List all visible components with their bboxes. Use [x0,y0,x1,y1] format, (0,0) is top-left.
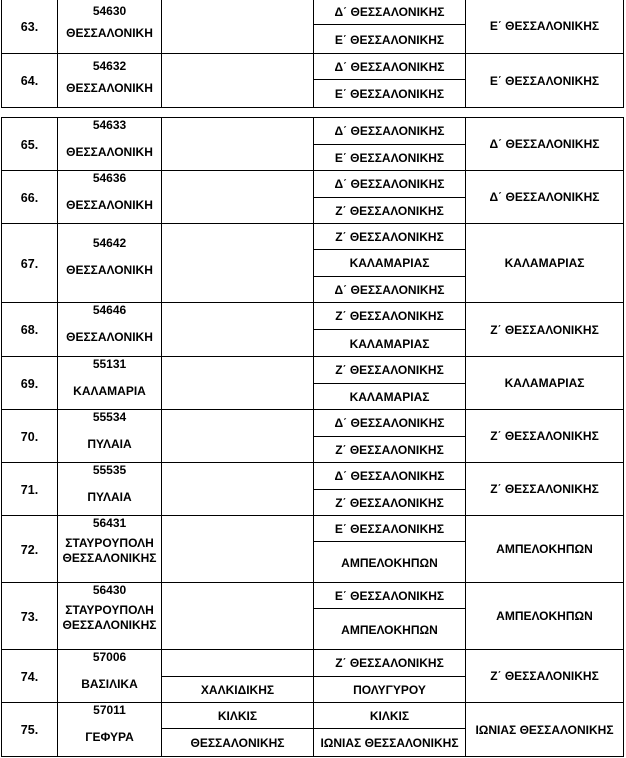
postcode-area-cell [57,303,161,356]
row-number: 70. [20,429,39,444]
row-number: 65. [20,137,39,152]
court-1: Ε΄ ΘΕΣΣΑΛΟΝΙΚΗΣ [334,32,445,47]
row-number: 71. [20,482,39,497]
prefecture-cell [161,410,313,462]
courts-cell [313,516,465,582]
court-1: Ε΄ ΘΕΣΣΑΛΟΝΙΚΗΣ [334,86,445,101]
court-2: Δ΄ ΘΕΣΣΑΛΟΝΙΚΗΣ [334,283,445,297]
row-number: 64. [20,73,39,88]
court-1: ΙΩΝΙΑΣ ΘΕΣΣΑΛΟΝΙΚΗΣ [320,735,459,750]
prefecture-cell [161,463,313,515]
prefecture-cell [161,0,313,53]
area-name: ΘΕΣΣΑΛΟΝΙΚΗ [66,330,153,344]
area-name: ΘΕΣΣΑΛΟΝΙΚΗ [66,145,153,159]
result-cell [465,118,623,170]
row-number: 74. [20,669,39,684]
court-0: Ε΄ ΘΕΣΣΑΛΟΝΙΚΗΣ [314,583,465,609]
court-0: Δ΄ ΘΕΣΣΑΛΟΝΙΚΗΣ [314,171,465,198]
row-number-cell [2,54,57,107]
row-number: 63. [20,19,39,34]
prefecture-cell [161,357,313,409]
table-row [2,583,623,650]
courts-cell [313,357,465,409]
row-number-cell [2,516,57,582]
prefecture-cell [161,583,313,649]
row-number-cell [2,118,57,170]
postcode: 57011 [93,703,126,717]
row-number-cell [2,703,57,756]
court-0: Δ΄ ΘΕΣΣΑΛΟΝΙΚΗΣ [314,0,465,25]
result: ΑΜΠΕΛΟΚΗΠΩΝ [496,609,593,623]
area-name: ΘΕΣΣΑΛΟΝΙΚΗΣ [62,551,157,565]
prefecture-cell [161,118,313,170]
court-1: ΚΑΛΑΜΑΡΙΑΣ [349,390,430,404]
result: ΚΑΛΑΜΑΡΙΑΣ [504,376,585,390]
postcode: 55131 [92,357,127,371]
prefecture-cell [161,171,313,223]
row-number-cell [2,224,57,302]
prefecture-cell [161,650,313,702]
court-0: Ζ΄ ΘΕΣΣΑΛΟΝΙΚΗΣ [314,303,465,330]
result-cell [465,516,623,582]
result-cell [465,583,623,649]
courts-cell [313,54,465,107]
row-number-cell [2,583,57,649]
result: Ζ΄ ΘΕΣΣΑΛΟΝΙΚΗΣ [490,429,599,443]
court-1: Ζ΄ ΘΕΣΣΑΛΟΝΙΚΗΣ [335,496,444,510]
table-bottom [1,117,624,757]
postcode-area-cell [57,54,161,107]
area-name: ΚΑΛΑΜΑΡΙΑ [73,384,146,398]
court-1: Ζ΄ ΘΕΣΣΑΛΟΝΙΚΗΣ [335,443,444,457]
prefecture-cell [161,516,313,582]
postcode-area-cell [57,583,161,649]
postcode: 54633 [92,118,127,132]
postcode: 54630 [92,4,127,18]
postcode-area-cell [57,171,161,223]
postcode: 57006 [92,650,127,664]
courts-cell [313,0,465,53]
postcode-area-cell [57,516,161,582]
area-name: ΘΕΣΣΑΛΟΝΙΚΗ [66,198,153,212]
area-name: ΠΥΛΑΙΑ [87,490,132,504]
postcode: 54646 [92,303,127,317]
court-1: ΠΟΛΥΓΥΡΟΥ [353,683,426,697]
area-name: ΣΤΑΥΡΟΥΠΟΛΗ [65,536,154,550]
area-name: ΘΕΣΣΑΛΟΝΙΚΗΣ [62,618,157,632]
postcode-area-cell [57,357,161,409]
result-cell [465,703,623,756]
result-cell [465,0,623,53]
table-row [2,357,623,410]
area-name: ΒΑΣΙΛΙΚΑ [81,677,138,691]
table-row [2,463,623,516]
courts-cell [313,171,465,223]
prefecture-cell [161,703,313,756]
result: Ζ΄ ΘΕΣΣΑΛΟΝΙΚΗΣ [490,669,599,683]
court-1: ΚΑΛΑΜΑΡΙΑΣ [314,250,465,277]
court-0: Δ΄ ΘΕΣΣΑΛΟΝΙΚΗΣ [314,54,465,80]
postcode-area-cell [57,118,161,170]
result: ΙΩΝΙΑΣ ΘΕΣΣΑΛΟΝΙΚΗΣ [475,722,614,737]
table-row [2,54,623,107]
area-name: ΣΤΑΥΡΟΥΠΟΛΗ [65,603,154,617]
table-row [2,703,623,756]
row-number-cell [2,650,57,702]
area-name: ΘΕΣΣΑΛΟΝΙΚΗ [66,81,153,95]
result-cell [465,650,623,702]
area-name: ΠΥΛΑΙΑ [87,437,132,451]
court-1: Ζ΄ ΘΕΣΣΑΛΟΝΙΚΗΣ [335,204,444,218]
postcode: 54642 [92,236,127,250]
row-number: 69. [20,376,39,391]
postcode: 55534 [92,410,127,424]
row-number: 66. [20,190,39,205]
courts-cell [313,303,465,356]
prefecture-0: ΚΙΛΚΙΣ [162,703,313,729]
result-cell [465,357,623,409]
postcode-area-cell [57,410,161,462]
result: Ε΄ ΘΕΣΣΑΛΟΝΙΚΗΣ [489,73,600,88]
postcode: 54636 [92,171,127,185]
row-number: 72. [20,542,39,557]
row-number: 73. [20,609,39,624]
result-cell [465,171,623,223]
row-number-cell [2,303,57,356]
result: Δ΄ ΘΕΣΣΑΛΟΝΙΚΗΣ [489,190,600,204]
table-row [2,0,623,54]
table-row [2,171,623,224]
court-0: Δ΄ ΘΕΣΣΑΛΟΝΙΚΗΣ [314,410,465,437]
postcode-area-cell [57,703,161,756]
result-cell [465,410,623,462]
courts-cell [313,224,465,302]
prefecture-1: ΧΑΛΚΙΔΙΚΗΣ [200,683,275,697]
court-1: ΚΑΛΑΜΑΡΙΑΣ [349,336,430,351]
row-number: 67. [20,256,39,271]
postcode: 55535 [92,463,127,477]
table-row [2,650,623,703]
court-1: ΑΜΠΕΛΟΚΗΠΩΝ [341,555,438,570]
prefecture-cell [161,303,313,356]
postcode: 54632 [92,59,127,73]
prefecture-0 [162,650,313,677]
court-1: Ε΄ ΘΕΣΣΑΛΟΝΙΚΗΣ [334,151,445,165]
row-number: 68. [20,323,39,337]
table-row [2,224,623,303]
court-0: Ζ΄ ΘΕΣΣΑΛΟΝΙΚΗΣ [314,357,465,384]
court-0: Δ΄ ΘΕΣΣΑΛΟΝΙΚΗΣ [314,463,465,490]
court-0: ΚΙΛΚΙΣ [314,703,465,729]
result: Δ΄ ΘΕΣΣΑΛΟΝΙΚΗΣ [489,137,600,151]
area-name: ΘΕΣΣΑΛΟΝΙΚΗ [66,263,153,277]
postcode-area-cell [57,224,161,302]
result-cell [465,224,623,302]
row-number-cell [2,463,57,515]
prefecture-cell [161,224,313,302]
result-cell [465,463,623,515]
result: Ε΄ ΘΕΣΣΑΛΟΝΙΚΗΣ [489,19,600,33]
table-top [1,0,624,108]
result-cell [465,54,623,107]
courts-cell [313,410,465,462]
courts-cell [313,463,465,515]
postcode-area-cell [57,0,161,53]
courts-cell [313,703,465,756]
result: ΑΜΠΕΛΟΚΗΠΩΝ [496,542,593,556]
table-row [2,410,623,463]
postcode: 56431 [92,516,127,530]
prefecture-1: ΘΕΣΣΑΛΟΝΙΚΗΣ [190,735,285,750]
postcode: 56430 [92,583,127,597]
courts-cell [313,650,465,702]
table-row [2,118,623,171]
result: ΚΑΛΑΜΑΡΙΑΣ [504,256,585,270]
result-cell [465,303,623,356]
court-0: Ε΄ ΘΕΣΣΑΛΟΝΙΚΗΣ [314,516,465,542]
row-number-cell [2,357,57,409]
postcode-area-cell [57,650,161,702]
area-name: ΓΕΦΥΡΑ [85,730,134,744]
table-row [2,303,623,357]
court-0: Δ΄ ΘΕΣΣΑΛΟΝΙΚΗΣ [314,118,465,145]
courts-cell [313,583,465,649]
result: Ζ΄ ΘΕΣΣΑΛΟΝΙΚΗΣ [490,322,599,337]
court-1: ΑΜΠΕΛΟΚΗΠΩΝ [341,622,438,637]
result: Ζ΄ ΘΕΣΣΑΛΟΝΙΚΗΣ [490,482,599,496]
prefecture-cell [161,54,313,107]
table-row [2,516,623,583]
postcode-area-cell [57,463,161,515]
court-0: Ζ΄ ΘΕΣΣΑΛΟΝΙΚΗΣ [314,224,465,250]
court-0: Ζ΄ ΘΕΣΣΑΛΟΝΙΚΗΣ [314,650,465,677]
row-number-cell [2,171,57,223]
row-number-cell [2,410,57,462]
area-name: ΘΕΣΣΑΛΟΝΙΚΗ [66,26,153,40]
row-number-cell [2,0,57,53]
courts-cell [313,118,465,170]
row-number: 75. [20,722,39,737]
